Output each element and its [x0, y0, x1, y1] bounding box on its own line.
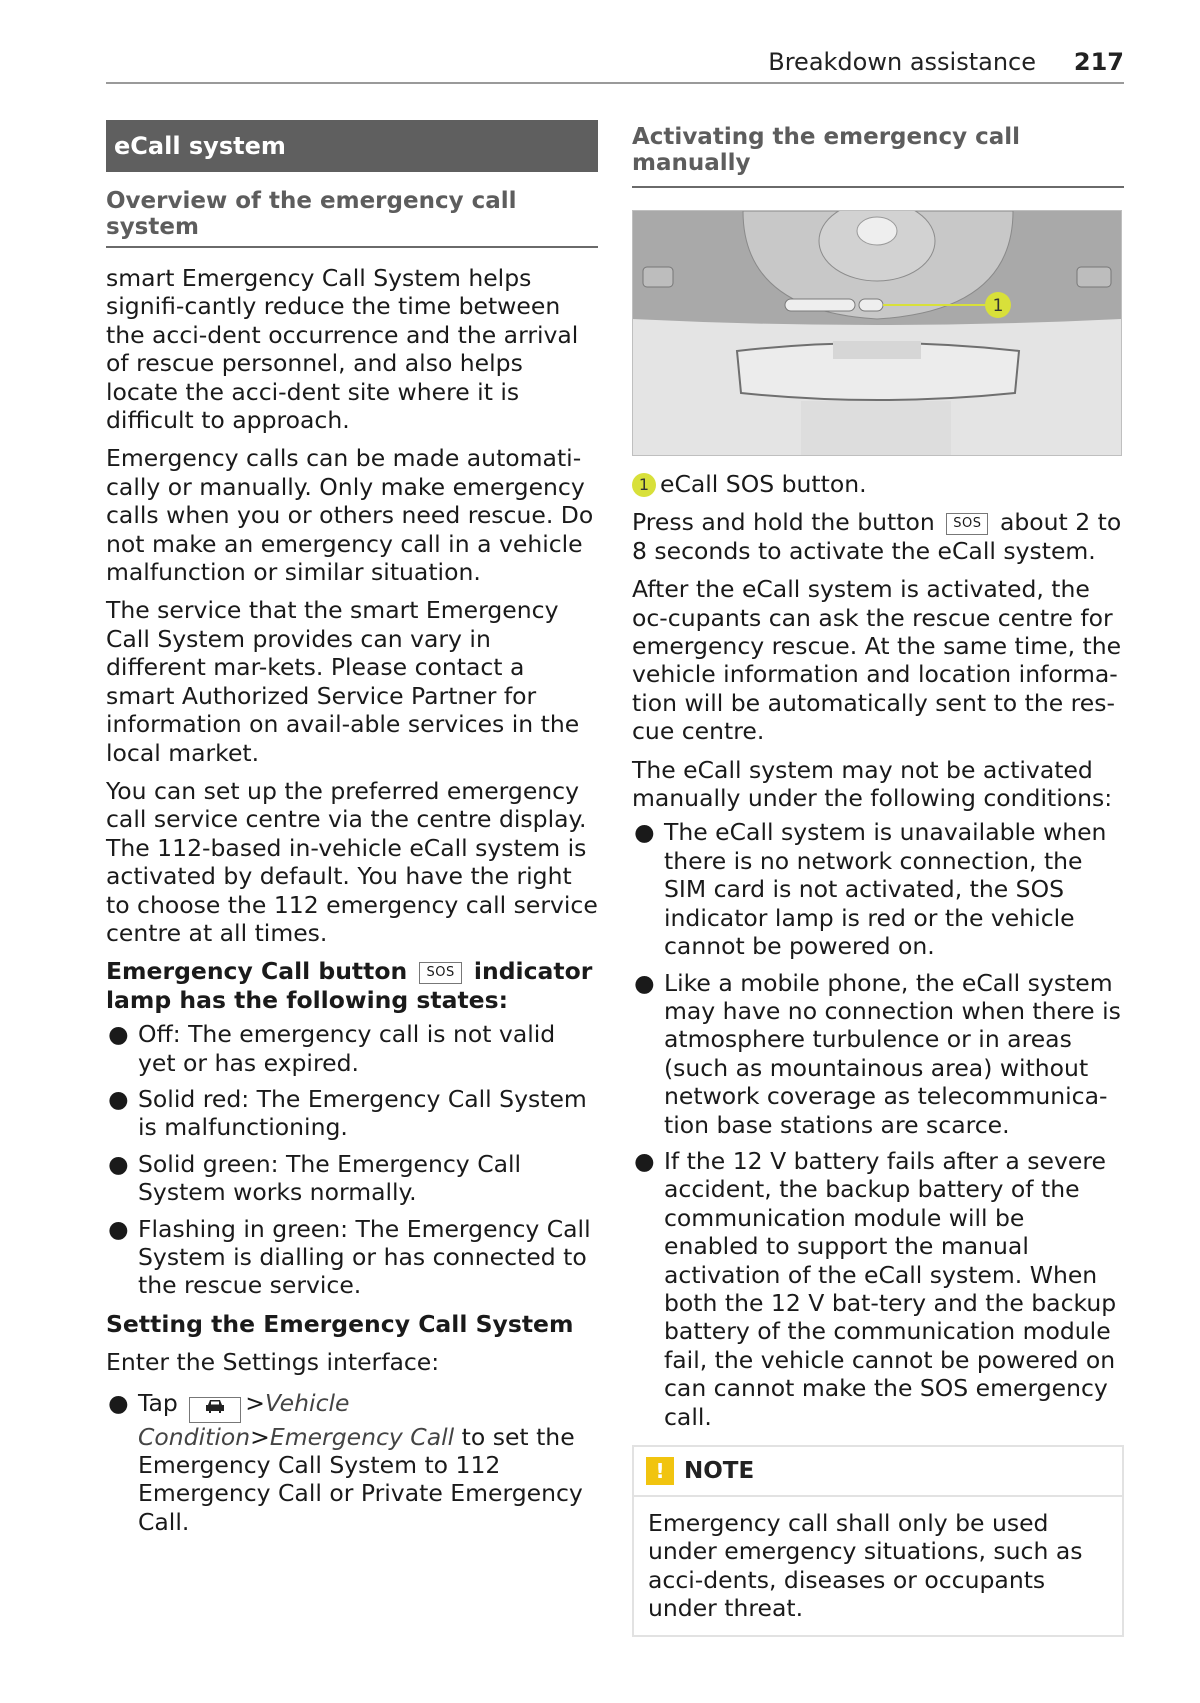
- states-heading: [106, 957, 598, 1014]
- bullet-icon: ●: [108, 1388, 129, 1417]
- list-item: [106, 1150, 598, 1207]
- list-item-text: Like a mobile phone, the eCall system may have no connection when there is atmosphere turbulence or in areas (such as mountainous area) without network coverage as telecommunica-tion base stations are scarce.: [664, 968, 1121, 1139]
- bullet-icon: ●: [108, 1084, 129, 1113]
- list-item: [106, 1389, 598, 1537]
- setting-list: [106, 1389, 598, 1537]
- caption-callout: 1: [632, 473, 656, 497]
- bullet-icon: ●: [634, 818, 655, 847]
- bullet-icon: ●: [108, 1214, 129, 1243]
- bullet-icon: ●: [108, 1020, 129, 1049]
- chevron-right-icon: >: [245, 1388, 265, 1417]
- note-title: NOTE: [684, 1458, 755, 1484]
- note-box: [632, 1445, 1124, 1637]
- states-list: [106, 1020, 598, 1300]
- section-banner: eCall system: [106, 120, 598, 172]
- press-a: Press and hold the button: [632, 508, 935, 537]
- paragraph: After the eCall system is activated, the oc-cupants can ask the rescue centre for emergency rescue. At the same time, the vehicle information and location informa-tion will be automatically sent to the res-cue centre.: [632, 575, 1122, 746]
- right-subheading: Activating the emergency call manually: [632, 120, 1124, 188]
- path-emergency-call: Emergency Call: [269, 1422, 455, 1451]
- list-item-text: Solid red: The Emergency Call System is malfunctioning.: [138, 1084, 587, 1142]
- list-item: [632, 969, 1124, 1139]
- sos-icon: SOS: [946, 513, 988, 535]
- list-item: [106, 1215, 598, 1300]
- note-body: [634, 1497, 1122, 1635]
- tap-rest: to set the Emergency Call System to 112 Emergency Call or Private Emergency Call.: [138, 1422, 583, 1536]
- note-text: Emergency call shall only be used under emergency situations, such as acci-dents, diseases or occupants under threat.: [648, 1509, 1083, 1623]
- note-header: [634, 1447, 1122, 1497]
- list-item-text: The eCall system is unavailable when there is no network connection, the SIM card is not activated, the SOS indicator lamp is red or the vehicle cannot be powered on.: [664, 818, 1107, 961]
- bullet-icon: ●: [634, 968, 655, 997]
- list-item-text: Flashing in green: The Emergency Call System is dialling or has connected to the rescue service.: [138, 1214, 591, 1300]
- page-number: 217: [1073, 48, 1124, 76]
- setting-intro: Enter the Settings interface:: [106, 1348, 440, 1377]
- page-header: [106, 38, 1124, 84]
- states-heading-b: indicator lamp has the following states:: [106, 957, 593, 1014]
- chevron-right-icon: >: [250, 1422, 270, 1451]
- list-item: [106, 1020, 598, 1077]
- list-item-text: Solid green: The Emergency Call System works normally.: [138, 1149, 522, 1207]
- header-title: Breakdown assistance: [768, 48, 1036, 76]
- bullet-icon: ●: [634, 1146, 655, 1175]
- right-column: [632, 120, 1124, 1637]
- setting-heading: Setting the Emergency Call System: [106, 1309, 574, 1338]
- sos-icon: SOS: [419, 962, 461, 984]
- list-item-text: Off: The emergency call is not valid yet or has expired.: [138, 1020, 556, 1077]
- path-vehicle-condition: Vehicle Condition: [138, 1388, 350, 1451]
- figure-callout-label: 1: [992, 296, 1004, 316]
- tap-label: Tap: [138, 1388, 178, 1417]
- paragraph: The service that the smart Emergency Call System provides can vary in different mar-kets. Please contact a smart Authorized Service Partner for information on avail-able services in the local market.: [106, 596, 580, 767]
- paragraph: The eCall system may not be activated manually under the following conditions:: [632, 755, 1113, 813]
- list-item: [106, 1085, 598, 1142]
- press-b: about 2 to 8 seconds to activate the eCall system.: [632, 508, 1122, 565]
- states-heading-a: Emergency Call button: [106, 957, 408, 986]
- list-item-text: If the 12 V battery fails after a severe accident, the backup battery of the communication module will be enabled to support the manual activation of the eCall system. When both the 12 V bat-tery and the backup battery of the communication module fail, the vehicle cannot be powered on can cannot make the SOS emergency call.: [664, 1146, 1117, 1431]
- paragraph: Emergency calls can be made automati-cally or manually. Only make emergency calls when you or others need rescue. Do not make an emergency call in a vehicle malfunction or similar situation.: [106, 444, 594, 587]
- warning-icon: !: [646, 1457, 674, 1485]
- left-subheading: Overview of the emergency call system: [106, 178, 598, 248]
- caption-text: eCall SOS button.: [660, 470, 867, 498]
- overhead-console-illustration: [633, 211, 1121, 455]
- conditions-list: [632, 818, 1124, 1431]
- bullet-icon: ●: [108, 1149, 129, 1178]
- figure-caption: [632, 470, 1124, 498]
- list-item: [632, 818, 1124, 960]
- paragraph: You can set up the preferred emergency call service centre via the centre display. The 112-based in-vehicle eCall system is activated by default. You have the right to choose the 112 emergency call service centre at all times.: [106, 776, 598, 947]
- press-instruction: [632, 508, 1124, 565]
- paragraph: smart Emergency Call System helps signifi-cantly reduce the time between the acci-dent occurrence and the arrival of rescue personnel, and also helps locate the acci-dent site where it is difficult to approach.: [106, 264, 579, 435]
- ecall-button-figure: [632, 210, 1122, 456]
- list-item: [632, 1147, 1124, 1431]
- car-icon: [189, 1397, 241, 1423]
- left-column: [106, 120, 598, 1544]
